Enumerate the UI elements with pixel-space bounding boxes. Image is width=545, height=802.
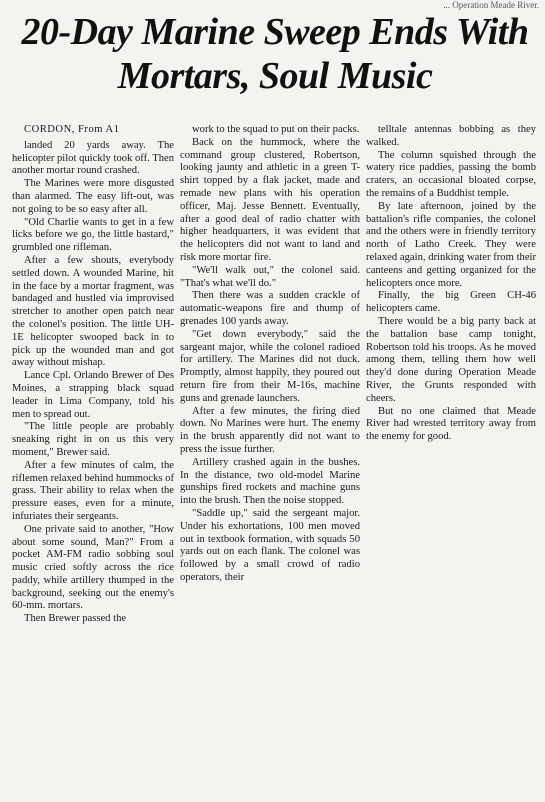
paragraph: Then Brewer passed the [24,613,127,625]
paragraph: work to the squad to put on their packs. [192,124,360,135]
header-fragment: ... Operation Meade River. [443,0,539,10]
paragraph: The column squished through the watery rice paddies, passing the bomb craters, an occasional bloated corpse, the remains of a Buddhist temple. [366,149,536,199]
paragraph: But no one claimed that Meade River had wrested territory away from the enemy for good. [366,405,536,443]
paragraph: Artillery crashed again in the bushes. In the distance, two old-model Marine gunships fired rockets and machine guns into the brush. Then the noise stopped. [180,456,360,507]
paragraph: There would be a big party back at the battalion base camp tonight, Robertson told his troops. As he moved among them, telling them how well they'd done during Operation Meade River, the Grunts responded with cheers. [366,315,536,404]
paragraph: telltale antennas bobbing as they walked. [366,124,536,148]
paragraph: "We'll walk out," the colonel said. "That's what we'll do." [180,264,360,289]
paragraph: By late afternoon, joined by the battalion's rifle companies, the colonel and the others were in friendly territory north of Latho Creek. They were relaxed again, drinking water from their canteens and getting organized for the helicopters once more. [366,200,536,289]
paragraph: "Old Charlie wants to get in a few licks before we go, the little bastard," grumbled one rifleman. [12,216,174,254]
dateline: CORDON, From A1 [24,124,120,135]
paragraph: Then there was a sudden crackle of automatic-weapons fire and thump of grenades 100 yards away. [180,290,360,327]
paragraph: After a few minutes of calm, the riflemen relaxed behind hummocks of grass. Their ability to relax when the pressure eases, even for a minute, infuriates their sergeants. [12,459,174,522]
paragraph: "Get down everybody," said the sargeant major, while the colonel radioed for artillery. The Marines did not duck. Promptly, almost happily, they poured out return fire from their M-16s, machine guns and grenade launchers. [180,328,360,404]
paragraph: Finally, the big Green CH-46 helicopters came. [366,290,536,315]
paragraph: Lance Cpl. Orlando Brewer of Des Moines, a strapping black squad leader in Lima Company, told his men to spread out. [12,370,174,420]
headline: 20-Day Marine Sweep Ends With Mortars, Soul Music [21,11,529,97]
paragraph: landed 20 yards away. The helicopter pilot quickly took off. Then another mortar round crashed. [12,139,175,177]
paragraph: "The little people are probably sneaking right in on us this very moment," Brewer said. [12,421,174,458]
paragraph: After a few minutes, the firing died down. No Marines were hurt. The enemy in the brush apparently did not want to press the issue further. [180,405,360,455]
paragraph: Back on the hummock, where the command group clustered, Robertson, looking jaunty and athletic in a green T-shirt topped by a flak jacket, made and remade new plans with his operation officer, Maj. Jesse Bennett. Eventually, after a good deal of radio chatter with higher headquarters, it was evident that the helicopters did not want to land and risk more mortar fire. [180,136,360,263]
paragraph: One private said to another, "How about some sound, Man?" From a pocket AM-FM radio sobbing soul music cried softly across the rice paddy, while artillery thumped in the background, seeking out the enemy's 60-mm. mortars. [12,523,174,612]
article-column-2 [180,124,360,585]
article-column-1 [12,124,174,626]
paragraph: "Saddle up," said the sergeant major. Under his exhortations, 100 men moved out in textbook formation, with squads 50 yards out on each flank. The colonel was followed by a small crowd of radio operators, their [180,507,360,583]
paragraph: The Marines were more disgusted than alarmed. The easy lift-out, was not going to be so easy after all. [12,178,174,215]
article-column-3 [366,124,536,444]
paragraph: After a few shouts, everybody settled down. A wounded Marine, hit in the face by a mortar fragment, was bandaged and hustled via improvised stretcher to another open patch near the colonel's position. The little UH-1E helicopter swooped back in to pick up the wounded man and got away without mishap. [12,254,174,369]
